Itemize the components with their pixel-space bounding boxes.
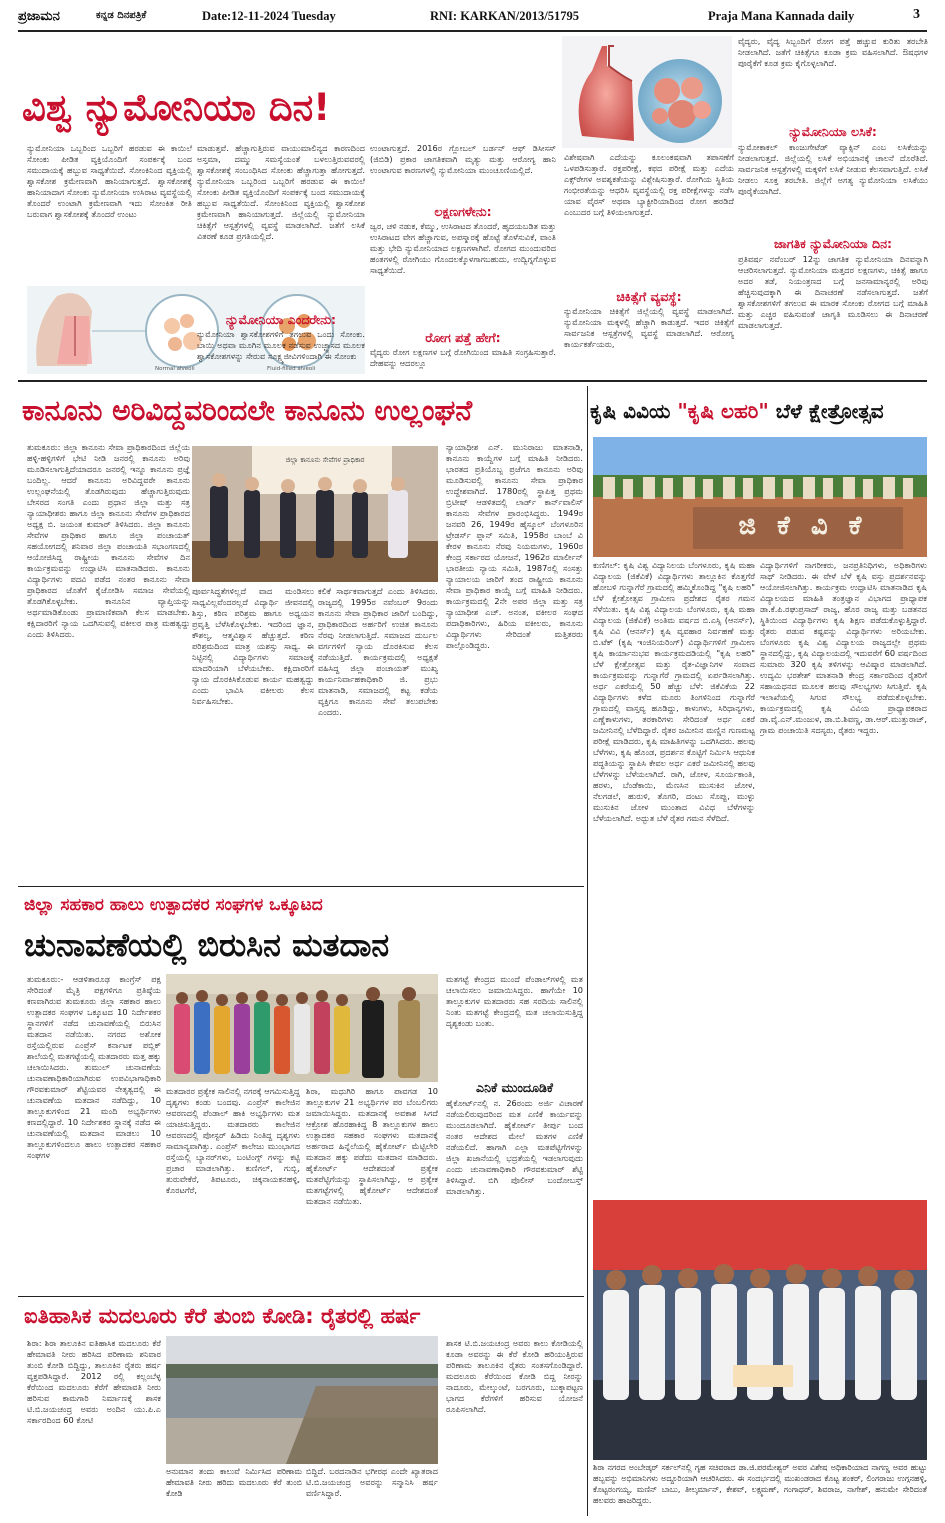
milk-col4b: ಹೈಕೋರ್ಟ್‌ನಲ್ಲಿ ನ. 26ರಂದು ಅರ್ಜಿ ವಿಚಾರಣೆ ನಡೆಯಲಿರುವುದರಿಂದ ಮತ ಎಣಿಕೆ ಕಾರ್ಯವನ್ನು ಮುಂದೂಡಲಾಗಿದೆ. ಹೈಕೋರ್ಟ್ ತೀರ್ಪು ಬಂದ ನಂತರ ಆದೇಶದ ಮೇಲೆ ಮತಗಳ ಎಣಿಕೆ ನಡೆಯಲಿದೆ. ಹಾಗಾಗಿ ಎಲ್ಲಾ ಮತಪೆಟ್ಟಿಗೆಗಳನ್ನು ಜಿಲ್ಲಾ ಖಜಾನೆಯಲ್ಲಿ ಭದ್ರತೆಯಲ್ಲಿ ಇಡಲಾಗುವುದು ಎಂದು ಚುನಾವಣಾಧಿಕಾರಿ ಗೌರವಕುಮಾರ್ ಶೆಟ್ಟಿ ತಿಳಿಸಿದ್ದಾರೆ. ಬಿಗಿ ಪೊಲೀಸ್ ಬಂದೋಬಸ್ತ್ ಮಾಡಲಾಗಿತ್ತು. xyxy=(446,1098,583,1196)
krishi-rangoli-text: ಜಿ ಕೆ ವಿ ಕೆ xyxy=(738,511,868,541)
law-event-photo xyxy=(192,446,438,582)
masthead-tagline: ಕನ್ನಡ ದಿನಪತ್ರಿಕೆ xyxy=(96,10,147,21)
krishi-headline-mid: "ಕೃಷಿ ಲಹರಿ" xyxy=(677,399,769,423)
pneumonia-subhead-detect: ರೋಗ ಪತ್ತೆ ಹೇಗೆ: xyxy=(425,330,501,345)
lake-photo xyxy=(166,1336,438,1464)
masthead-logo: ಪ್ರಜಾಮನ xyxy=(18,9,60,24)
law-photo-banner: ಜಿಲ್ಲಾ ಕಾನೂನು ಸೇವೆಗಳ ಪ್ರಾಧಿಕಾರ xyxy=(285,456,365,464)
pneumonia-col4a: ವಿಶೇಷವಾಗಿ ಎದೆಯನ್ನು ಕೂಲಂಕಷವಾಗಿ ತಪಾಸಣೆಗೆ ಒಳಪಡಿಸುತ್ತಾರೆ. ರಕ್ತಪರೀಕ್ಷೆ, ಕಫದ ಪರೀಕ್ಷೆ ಮತ್ತು ಎದೆಯ ಎಕ್ಸ್‌ರೇಗಳ ಅವಶ್ಯಕತೆಯನ್ನು ವಿಶ್ಲೇಷಿಸುತ್ತಾರೆ. ರೋಗಿಯ ಸ್ಥಿತಿಯ ಗಂಭೀರತೆಯನ್ನು ಆಧರಿಸಿ ವ್ಯವಸ್ಥೆಯಲ್ಲಿ ರಕ್ತ ಪರೀಕ್ಷೆಗಳನ್ನು ನಡೆಸಿ ಯಾವ ವೈರಸ್ ಅಥವಾ ಬ್ಯಾಕ್ಟೀರಿಯಾದಿಂದ ರೋಗ ಹರಡಿದೆ ಎಂಬುದರ ಬಗ್ಗೆ ತಿಳಿಯಲಾಗುತ್ತದೆ. xyxy=(564,152,734,217)
law-headline: ಕಾನೂನು ಅರಿವಿದ್ದವರಿಂದಲೇ ಕಾನೂನು ಉಲ್ಲಂಘನೆ xyxy=(22,394,473,427)
lake-col3: ಬಿದ್ದಿದೆ. ಬರದನಾಡಿನ ಭಗೀರಥ ಎಂದೇ ಖ್ಯಾತರಾದ ಟಿ.ಬಿ.ಜಯಚಂದ್ರ ಅವರನ್ನು ಸನ್ಮಾನಿಸಿ ಹರ್ಷ ವರ್ಣಿಸಿದ್ದಾರೆ. xyxy=(306,1466,438,1498)
section-rule-3 xyxy=(18,1296,584,1297)
masthead-paper-name: Praja Mana Kannada daily xyxy=(708,9,855,23)
lake-caption: ಅನುಮಾನ ತಂದು ಕಾಲುವೆ ನಿರ್ಮಿಸಿದ ಪರಿಣಾಮ ಹೇಮಾವತಿ ನೀರು ಹರಿದು ಮದಲೂರು ಕೆರೆ ತುಂಬಿ ಕೋಡಿ xyxy=(166,1467,302,1498)
pneumonia-col5b: ನ್ಯುಮೋಕಾಕಲ್ ಕಾಂಜುಗೇಟೆಡ್ ವ್ಯಾಕ್ಸಿನ್ ಎಂಬ ಲಸಿಕೆಯನ್ನು ನೀಡಲಾಗುತ್ತದೆ. ಜಿಲ್ಲೆಯಲ್ಲಿ ಲಸಿಕೆ ಅಭಿಯಾನಕ್ಕೆ ಚಾಲನೆ ದೊರೆತಿದೆ. ಸಾರ್ವಜನಿಕ ಆಸ್ಪತ್ರೆಗಳಲ್ಲಿ ಮಕ್ಕಳಿಗೆ ಲಸಿಕೆ ನೀಡುವ ಕೆಲಸವಾಗುತ್ತಿದೆ. ಲಸಿಕೆ ನೀಡಲು ಸೂಕ್ತ ತರಬೇತಿ. ಜಿಲ್ಲೆಗೆ ಅಗತ್ಯ ನ್ಯುಮೋನಿಯಾ ಲಸಿಕೆಯು ಪೂರೈಕೆಯಾಗಿದೆ. xyxy=(738,142,928,196)
pneumonia-subhead-global: ಜಾಗತಿಕ ನ್ಯುಮೋನಿಯಾ ದಿನ: xyxy=(773,236,893,251)
pneumonia-col5c: ಪ್ರತಿವರ್ಷ ನವೆಂಬರ್ 12ನ್ನು ಜಾಗತಿಕ ನ್ಯುಮೋನಿಯಾ ದಿನವನ್ನಾಗಿ ಆಚರಿಸಲಾಗುತ್ತದೆ. ನ್ಯುಮೋನಿಯಾ ಮತ್ತದರ ಲಕ್ಷಣಗಳು, ಚಿಕಿತ್ಸೆ ಹಾಗೂ ಅದರ ತಡೆ, ನಿಯಂತ್ರಣದ ಬಗ್ಗೆ ಜನಸಾಮಾನ್ಯರಲ್ಲಿ ಅರಿವು ಹೆಚ್ಚಿಸುವುದಕ್ಕಾಗಿ ಈ ದಿನಾಚರಣೆ ನಡೆಸಲಾಗುತ್ತದೆ. ಜತೆಗೆ ಶ್ವಾಸಕೋಶಗಳಿಗೆ ತಗಲುವ ಈ ಮಾರಕ ಸೋಂಕು ರೋಗದ ಬಗ್ಗೆ ಮಾಹಿತಿ ಮತ್ತು ಎಚ್ಚರ ವಹಿಸುವಂತೆ ಜಾಗೃತಿ ಮೂಡಿಸಲು ಈ ದಿನಾಚರಣೆ ಮಾಡಲಾಗುತ್ತದೆ. xyxy=(738,254,928,330)
pneumonia-subhead-what: ನ್ಯುಮೋನಿಯಾ ಎಂದರೇನು: xyxy=(225,312,337,327)
pneumonia-col4b: ನ್ಯುಮೋನಿಯಾ ಚಿಕಿತ್ಸೆಗೆ ಜಿಲ್ಲೆಯಲ್ಲಿ ವ್ಯವಸ್ಥೆ ಮಾಡಲಾಗಿದೆ. ನ್ಯುಮೋನಿಯಾ ಮಕ್ಕಳಲ್ಲಿ ಹೆಚ್ಚಾಗಿ ಕಾಡುತ್ತದೆ. ಇದರ ಚಿಕಿತ್ಸೆಗೆ ಸಾರ್ವಜನಿಕ ಆಸ್ಪತ್ರೆಗಳಲ್ಲಿ ವ್ಯವಸ್ಥೆ ಮಾಡಲಾಗಿದೆ. ಆರೋಗ್ಯ ಕಾರ್ಯಕರ್ತೆಯರು, xyxy=(564,306,734,349)
pneumonia-subhead-vaccine: ನ್ಯುಮೋನಿಯಾ ಲಸಿಕೆ: xyxy=(789,124,877,139)
law-vertical-rule xyxy=(587,386,588,1516)
law-col4: ನ್ಯಾಯಾಧೀಶ ಎನ್. ಮುನಿರಾಜು ಮಾತನಾಡಿ, ಕಾನೂನು ಕಾಯ್ದೆಗಳ ಬಗ್ಗೆ ಮಾಹಿತಿ ನೀಡಿದರು. ಭಾರತದ ಪ್ರತಿಯೊಬ್ಬ ಪ್ರಜೆಗೂ ಕಾನೂನು ಅರಿವು ಮೂಡಿಸುವಲ್ಲಿ ಕಾನೂನು ಸೇವಾ ಪ್ರಾಧಿಕಾರ ಉದ್ದೇಶವಾಗಿದೆ. 1780ರಲ್ಲಿ ಸ್ಥಾಪಿತ್ತ ಪ್ರಥಮ ಬ್ರಿಟೀಷ್ ಆಡಳಿತದಲ್ಲಿ ಲಾರ್ಡ್ ಕಾರ್ನ್‌ವಾಲಿಸ್ ಕಾನೂನು ಸೇವೆಗಳ ಪ್ರಾರಂಭಿಸಿದ್ದರು. 1949ರ ಜನವರಿ 26, 1949ರ ಹೈಸ್ಕೂಲ್ ಬೆಂಗಳೂರಿನ ಟ್ರೇಡರ್ಸ್ ಪ್ಲಾನ್ ಸಮಿತಿ, 1958ರ ಬಾಂಬೆ ವಿ ಕೇರಳ ಕಾನೂನು ನೆರವು ನಿಯಮಗಳು, 1960ರ ಕೇಂದ್ರ ಸರ್ಕಾರದ ಯೋಜನೆ, 1962ರ ಮಾರ್ಲೀನ್ ಭಾರತೀಯ ನ್ಯಾಯ ಸಮಿತಿ, 1987ರಲ್ಲಿ ಸಂಸತ್ತು ನ್ಯಾಯಾಲಯ ಜಾರಿಗೆ ತಂದ ರಾಷ್ಟ್ರೀಯ ಕಾನೂನು ಸೇವಾ ಪ್ರಾಧಿಕಾರ ಕಾಯ್ದೆ ಬಗ್ಗೆ ಮಾಹಿತಿ ನೀಡಿದರು. ಕಾರ್ಯಕ್ರಮದಲ್ಲಿ 2ನೇ ಅಪರ ಜಿಲ್ಲಾ ಮತ್ತು ಸತ್ರ ನ್ಯಾಯಾಧೀಶ ಎಚ್. ಅನಂತ, ವಕೀಲರ ಸಂಘದ ಪದಾಧಿಕಾರಿಗಳು, ಹಿರಿಯ ವಕೀಲರು, ಕಾನೂನು ವಿದ್ಯಾರ್ಥಿಗಳು ಸೇರಿದಂತೆ ಮತ್ತಿತರರು ಪಾಲ್ಗೊಂಡಿದ್ದರು. xyxy=(446,442,583,650)
milk-headline: ಚುನಾವಣೆಯಲ್ಲಿ ಬಿರುಸಿನ ಮತದಾನ xyxy=(24,926,390,964)
pneumonia-subhead-symptoms: ಲಕ್ಷಣಗಳೇನು: xyxy=(434,204,492,219)
birthday-event-photo xyxy=(593,1200,927,1460)
lake-col2: ಶಾಸಕ ಟಿ.ಬಿ.ಜಯಚಂದ್ರ ಅವರು ಕಾಲು ಕೋಡಿಯಲ್ಲಿ ಕೂಡಾ ಅವರನ್ನು ಈ ಕೆರೆ ಕೋಡಿ ಹರಿಯುತ್ತಿರುವ ಪರಿಣಾಮ ತಾಲೂಕಿನ ರೈತರು ಸಂತಸಗೊಂಡಿದ್ದಾರೆ. ಮದಲೂರು ಕೆರೆಯಿಂದ ಕೋಡಿ ಬಿದ್ದ ನೀರನ್ನು ನಾದೂರು, ಮೇಲ್ಕುಂಟೆ, ಬರಗೂರು, ಬುಕ್ಕಾಪಟ್ಟಣ ಭಾಗದ ಕೆರೆಗಳಿಗೆ ಹರಿಸುವ ಯೋಜನೆ ರೂಪಿಸಲಾಗಿದೆ. xyxy=(446,1338,583,1414)
masthead-date: Date:12-11-2024 Tuesday xyxy=(202,9,336,23)
milk-col1: ತುಮಕೂರು:- ಆಡಳಿತಾರೂಢ ಕಾಂಗ್ರೆಸ್ ಪಕ್ಷ ಸೇರಿದಂತೆ ಮೈತ್ರಿ ಪಕ್ಷಗಳಿಗೂ ಪ್ರತಿಷ್ಠೆಯ ಕಣವಾಗಿರುವ ತುಮಕೂರು ಜಿಲ್ಲಾ ಸಹಕಾರ ಹಾಲು ಉತ್ಪಾದಕರ ಸಂಘಗಳ ಒಕ್ಕೂಟದ 10 ನಿರ್ದೇಶಕರ ಸ್ಥಾನಗಳಿಗೆ ನಡೆದ ಚುನಾವಣೆಯಲ್ಲಿ ಬಿರುಸಿನ ಮತದಾನ ನಡೆಯಿತು. ನಗರದ ಅಶೋಕ ರಸ್ತೆಯಲ್ಲಿರುವ ಎಂಪ್ರೆಸ್ ಕರ್ನಾಟಕ ಪಬ್ಲಿಕ್ ಶಾಲೆಯಲ್ಲಿ ಮತಗಟ್ಟೆಯಲ್ಲಿ ಮತದಾರರು ಮತ್ತ ಹಕ್ಕು ಚಲಾಯಿಸಿದರು. ತುಮುಲ್ ಚುನಾವಣೆಯ ಚುನಾವಣಾಧಿಕಾರಿಯಾಗಿರುವ ಉಪವಿಭಾಗಾಧಿಕಾರಿ ಗೌರವಕುಮಾರ್ ಶೆಟ್ಟಿಯವರ ನೇತೃತ್ವದಲ್ಲಿ ಈ ಚುನಾವಣೆಯ ಮತದಾನ ನಡೆದಿದ್ದು, 10 ತಾಲ್ಲೂಕುಗಳಿಂದ 21 ಮಂದಿ ಅಭ್ಯರ್ಥಿಗಳು ಕಣದಲ್ಲಿದ್ದಾರೆ. 10 ನಿರ್ದೇಶಕರ ಸ್ಥಾನಕ್ಕೆ ನಡೆದ ಈ ಚುನಾವಣೆಯಲ್ಲಿ ಮತದಾನ ಮಾಡಲು 10 ತಾಲ್ಲೂಕುಗಳಿಂದಲೂ ಹಾಲು ಉತ್ಪಾದಕರ ಸಹಕಾರ ಸಂಘಗಳ xyxy=(27,974,161,1160)
law-col2: ಪೂರ್ವಸಿದ್ಧತೆಗಳಿಲ್ಲದೆ ವಾದ ಮಂಡಿಸಲು ಸಾಧ್ಯವಿಲ್ಲವೆಂದರಲ್ಲದೆ ವಿದ್ಯಾರ್ಥಿ ಜೀವನದಲ್ಲಿ ಶಿಸ್ತು, ಕಠಿಣ ಪರಿಶ್ರಮ ಹಾಗೂ ಅಧ್ಯಯನ ಪ್ರವೃತ್ತಿ ಬೆಳೆಸಿಕೊಳ್ಳಬೇಕು. ಇದರಿಂದ ಜ್ಞಾನ, ಕೌಶಲ್ಯ, ಆತ್ಮವಿಶ್ವಾಸ ಹೆಚ್ಚುತ್ತದೆ. ಕಠಿಣ ಪರಿಶ್ರಮದಿಂದ ಮಾತ್ರ ಯಶಸ್ಸು ಸಾಧ್ಯ. ಈ ನಿಟ್ಟಿನಲ್ಲಿ ವಿದ್ಯಾರ್ಥಿಗಳು ಸಮಾಜಕ್ಕೆ ಮಾದರಿಯಾಗಿ ಬೆಳೆಯಬೇಕು. ಕಕ್ಷಿದಾರರಿಗೆ ನ್ಯಾಯ ದೊರಕಿಸಿಕೊಡುವ ಕಾರ್ಯ ಮಹತ್ವದ್ದು ಎಂದು ಭಾವಿಸಿ ವಕೀಲರು ಕೆಲಸ ನಿರ್ವಹಿಸಬೇಕು. xyxy=(192,586,314,706)
krishi-col2: ವಿದ್ಯಾರ್ಥಿಗಳಿಗೆ ನಾಗರೀಕರು, ಜನಪ್ರತಿನಿಧಿಗಳು, ಅಧಿಕಾರಿಗಳು ಸಾಥ್ ನೀಡಿದರು. ಈ ವೇಳೆ ಬೆಳೆ ಕೃಷಿ ವಸ್ತು ಪ್ರದರ್ಶನವನ್ನು ಆಯೋಜಿಸಲಾಗಿತ್ತು. ಕಾರ್ಯಕ್ರಮ ಉದ್ಘಾಟಿಸಿ ಮಾತನಾಡಿದ ಕೃಷಿ ವಿದ್ಯಾಲಯದ ಮಾಹಿತಿ ತಂತ್ರಜ್ಞಾನ ವಿಭಾಗದ ಪ್ರಾಧ್ಯಾಪಕ ಡಾ.ಕೆ.ಪಿ.ರಘುಪ್ರಸಾದ್ ರಾಜ್ಯ, ಹೊರ ರಾಜ್ಯ ಮತ್ತು ಬಡತನದ ಸ್ಥಿತಿಯಿಂದ ವಿದ್ಯಾರ್ಥಿಗಳು ಕೃಷಿ ಶಿಕ್ಷಣ ಪಡೆದುಕೊಳ್ಳುತ್ತಿದ್ದಾರೆ. ರೈತರು ಪಡುವ ಕಷ್ಟವನ್ನು ವಿದ್ಯಾರ್ಥಿಗಳು ಅರಿಯಬೇಕು. ಬೆಂಗಳೂರು ಕೃಷಿ ವಿಶ್ವ ವಿದ್ಯಾಲಯ ರಾಜ್ಯದಲ್ಲೇ ಪ್ರಥಮ ಸ್ಥಾನದಲ್ಲಿದ್ದು, ಕೃಷಿ ವಿದ್ಯಾಲಯದಲ್ಲಿ ಇದುವರೆಗೆ 60 ವರ್ಷದಿಂದ ಸುಮಾರು 320 ಕೃಷಿ ತಳಿಗಳನ್ನು ಆವಿಷ್ಕಾರ ಮಾಡಲಾಗಿದೆ. ಉದ್ಯಮಿ ಭರತೇಶ್ ಮಾತನಾಡಿ ಕೇಂದ್ರ ಸರ್ಕಾರದಿಂದ ರೈತರಿಗೆ ಸಹಾಯಧನದ ಮೂಲಕ ಹಲವು ಸೌಲಭ್ಯಗಳು ಸಿಗುತ್ತಿವೆ. ಕೃಷಿ ಇಲಾಖೆಯಲ್ಲಿ ಸಿಗುವ ಸೌಲಭ್ಯ ಪಡೆದುಕೊಳ್ಳಬೇಕು. ಕಾರ್ಯಕ್ರಮದಲ್ಲಿ ಕೃಷಿ ವಿವಿಯ ಪ್ರಾಧ್ಯಾಪಕರಾದ ಡಾ.ವೈ.ಎನ್.ಮಂಜುಳ, ಡಾ.ಬಿ.ಶಿವಣ್ಣ, ಡಾ.ಆರ್.ಮುತ್ತುರಾಜ್, ಗ್ರಾಮ ಪಂಚಾಯಿತಿ ಸದಸ್ಯರು, ರೈತರು ಇದ್ದರು. xyxy=(760,560,927,735)
masthead-rni: RNI: KARKAN/2013/51795 xyxy=(430,9,579,23)
pneumonia-col3c: ವೈದ್ಯರು ರೋಗ ಲಕ್ಷಣಗಳ ಬಗ್ಗೆ ರೋಗಿಯಿಂದ ಮಾಹಿತಿ ಸಂಗ್ರಹಿಸುತ್ತಾರೆ. ದೇಹವನ್ನು ಆದರಲ್ಲೂ xyxy=(370,347,556,368)
pneumonia-col1: ನ್ಯುಮೋನಿಯಾ ಒಬ್ಬರಿಂದ ಒಬ್ಬರಿಗೆ ಹರಡುವ ಈ ಕಾಯಿಲೆ ಸೋಂಕು ಪೀಡಿತ ವ್ಯಕ್ತಿಯೊಂದಿಗೆ ಸಂಪರ್ಕಕ್ಕೆ ಬಂದ ಸಮುದಾಯಕ್ಕೆ ಹಬ್ಬುವ ಸಾಧ್ಯತೆಯಿದೆ. ಸೋಂಕಿನಿಂದ ವ್ಯಕ್ತಿಯಲ್ಲಿ ಶ್ವಾಸಕೋಶ ಕ್ರಮೇಣವಾಗಿ ಹಾನಿಯಾಗುತ್ತದೆ. ಶ್ವಾಸಕೋಶಕ್ಕೆ ಹಾನಿಯಾದಾಗ ಸೋಂಕು ನ್ಯುಮೋನಿಯಾ ಉಸಿರಾಟ ವ್ಯವಸ್ಥೆಯಲ್ಲಿ ತೊಂದರೆ ಉಂಟಾಗಿ ಕ್ರಮೇಣವಾಗಿ ಇದು ಸೋಂಕಿತ ರೀತಿ ಬರುವಾಗ ಶ್ವಾಸಕೋಶಕ್ಕೆ ತೊಂದರೆ ಉಂಟು xyxy=(27,143,192,219)
pneumonia-col2a: ಮಾಡುತ್ತವೆ. ಹೆಚ್ಚಾಗುತ್ತಿರುವ ವಾಯುಮಾಲಿನ್ಯದ ಕಾರಣದಿಂದ ಅಸ್ತಮಾ, ದಮ್ಮು ಸಮಸ್ಯೆಯಂತೆ ಬಳಲುತ್ತಿರುವವರಲ್ಲಿ ಶ್ವಾಸಕೋಶಕ್ಕೆ ಸಂಬಂಧಿಸಿದ ಸೋಂಕು ಹೆಚ್ಚಾಗುತ್ತಾ ಹೋಗುತ್ತದೆ. ನ್ಯುಮೋನಿಯಾ ಒಬ್ಬರಿಂದ ಒಬ್ಬರಿಗೆ ಹರಡುವ ಈ ಕಾಯಿಲೆ ಸೋಂಕು ಪೀಡಿತ ವ್ಯಕ್ತಿಯೊಂದಿಗೆ ಸಂಪರ್ಕಕ್ಕೆ ಬಂದ ಸಮುದಾಯಕ್ಕೆ ಹಬ್ಬುವ ಸಾಧ್ಯತೆಯಿದೆ. ಸೋಂಕಿನಿಂದ ವ್ಯಕ್ತಿಯಲ್ಲಿ ಶ್ವಾಸಕೋಶ ಕ್ರಮೇಣವಾಗಿ ಹಾನಿಯಾಗುತ್ತದೆ. ಜಿಲ್ಲೆಯಲ್ಲಿ ನ್ಯುಮೋನಿಯಾ ಚಿಕಿತ್ಸೆಗೆ ಆಸ್ಪತ್ರೆಗಳಲ್ಲಿ ವ್ಯವಸ್ಥೆ ಮಾಡಲಾಗಿದೆ. ಜತೆಗೆ ಲಸಿಕೆ ವಿತರಣೆ ಕೂಡ ಪ್ರಗತಿಯಲ್ಲಿದೆ. xyxy=(197,143,365,241)
masthead-rule xyxy=(18,30,927,32)
section-rule-1 xyxy=(18,380,927,382)
krishi-headline xyxy=(590,386,927,436)
illustration-label-fluid: Fluid-filled alveoli xyxy=(267,366,316,372)
krishi-col1: ಕುಣಿಗಲ್: ಕೃಷಿ ವಿಶ್ವ ವಿದ್ಯಾನಿಲಯ ಬೆಂಗಳೂರು, ಕೃಷಿ ಮಹಾ ವಿದ್ಯಾಲಯ (ಜಿಕೆವಿಕೆ) ವಿದ್ಯಾರ್ಥಿಗಳು ತಾಲ್ಲೂಕಿನ ಕೊತ್ತಗೆರೆ ಹೋಬಳಿ ಗುನ್ನಾಗೆರೆ ಗ್ರಾಮದಲ್ಲಿ ಹಮ್ಮಿಕೊಂಡಿದ್ದ "ಕೃಷಿ ಲಹರಿ" ಬೆಳೆ ಕ್ಷೇತ್ರೋತ್ಸವ ಗ್ರಾಮೀಣ ಪ್ರದೇಶದ ರೈತರ ಗಮನ ಸೆಳೆಯಿತು. ಕೃಷಿ ವಿಶ್ವ ವಿದ್ಯಾಲಯ ಬೆಂಗಳೂರು, ಕೃಷಿ ಮಹಾ ವಿದ್ಯಾಲಯ (ಜಿಕೆವಿಕೆ) ಅಂತಿಮ ವರ್ಷದ ಬಿ.ಎಸ್ಸಿ (ಆನರ್ಸ್), ಕೃಷಿ ವಿವಿ (ಆನರ್ಸ್) ಕೃಷಿ ವ್ಯವಹಾರ ನಿರ್ವಹಣೆ ಮತ್ತು ಬಿ.ಟೆಕ್ (ಕೃಷಿ ಇಂಜಿನಿಯರಿಂಗ್) ವಿದ್ಯಾರ್ಥಿಗಳಿಗೆ ಗ್ರಾಮೀಣ ಕೃಷಿ ಕಾರ್ಯಾನುಭವ ಕಾರ್ಯಕ್ರಮದಡಿಯಲ್ಲಿ "ಕೃಷಿ ಲಹರಿ" ಬೆಳೆ ಕ್ಷೇತ್ರೋತ್ಸವ ಮತ್ತು ರೈತ-ವಿಜ್ಞಾನಿಗಳ ಸಂವಾದ ಕಾರ್ಯಕ್ರಮವನ್ನು ಗುನ್ನಾಗೆರೆ ಗ್ರಾಮದಲ್ಲಿ ಏರ್ಪಡಿಸಲಾಗಿತ್ತು. ಅರ್ಧ ಎಕರೆಯಲ್ಲಿ 50 ಹೆಚ್ಚು ಬೆಳೆ: ಜಿಕೆವಿಕೆಯ 22 ವಿದ್ಯಾರ್ಥಿಗಳು ಕಳೆದ ಮೂರು ತಿಂಗಳಿನಿಂದ ಗುನ್ನಾಗೆರೆ ಗ್ರಾಮದಲ್ಲಿ ವಾಸ್ತವ್ಯ ಹೂಡಿದ್ದು, ಕಾಳುಗಳು, ಸಿರಿಧಾನ್ಯಗಳು, ಎಣ್ಣೆಕಾಳುಗಳು, ತರಕಾರಿಗಳು ಸೇರಿದಂತೆ ಅರ್ಧ ಎಕರೆ ಜಮೀನಿನಲ್ಲಿ ಬೆಳೆದಿದ್ದಾರೆ. ರೈತರ ಜಮೀನಿನ ಮಣ್ಣಿನ ಗುಣಮಟ್ಟ ಪರೀಕ್ಷೆ ಮಾಡಿದರು, ಕೃಷಿ ಮಾಹಿತಿಗಳನ್ನು ಒದಗಿಸಿದರು. ಹಲವು ಬೆಳೆಗಳು, ಕೃಷಿ ಹೊಂಡ, ಪ್ರದರ್ಶನ ಕೊಟ್ಟಿಗೆ ನಿರ್ಮಿಸಿ ಆಧುನಿಕ ಪದ್ಧತಿಯನ್ನು ಸ್ಥಾಪಿಸಿ ಕೇವಲ ಅರ್ಧ ಎಕರೆ ಜಮೀನಿನಲ್ಲಿ ಹಲವು ಬೆಳೆಗಳನ್ನು ಬೆಳೆಯಲಾಗಿದೆ. ರಾಗಿ, ಜೋಳ, ಸೂರ್ಯಕಾಂತಿ, ಹರಳು, ಬೆಂಡೆಕಾಯಿ, ಮೆಣಸಿನ ಮುಸುಕಿನ ಜೋಳ, ನೆಲಗಡಲೆ, ಹುರುಳಿ, ತೊಗರಿ, ದಂಟು ಸೊಪ್ಪು, ಮುಳ್ಳು ಮುಸುಕಿನ ಜೋಳ ಮುಂತಾದ ವಿವಿಧ ಬೆಳೆಗಳನ್ನು ಬೆಳೆಯಲಾಗಿದೆ. ಅದ್ಭುತ ಬೆಳೆ ರೈತರ ಗಮನ ಸೆಳೆದಿದೆ. xyxy=(593,560,755,823)
milk-col2: ಮತದಾರರ ಪ್ರತ್ಯೇಕ ಸಾಲಿನಲ್ಲಿ ನಗರಕ್ಕೆ ಆಗಮಿಸುತ್ತಿದ್ದ ದೃಶ್ಯಗಳು ಕಂಡು ಬಂದವು. ಎಂಪ್ರೆಸ್ ಕಾಲೇಜಿನ ಆವರಣದಲ್ಲಿ ಪೆಂಡಾಲ್ ಹಾಕಿ ಅಭ್ಯರ್ಥಿಗಳು ಮತ ಯಾಚಿಸುತ್ತಿದ್ದರು. ಮತದಾರರು ಕಾಲೇಜಿನ ಆವರಣದಲ್ಲಿ ಪೋಸ್ಟರ್ ಹಿಡಿದು ನಿಂತಿದ್ದ ದೃಶ್ಯಗಳು ಸಾಮಾನ್ಯವಾಗಿತ್ತು. ಎಂಪ್ರೆಸ್ ಕಾಲೇಜು ಮುಂಭಾಗದ ರಸ್ತೆಯಲ್ಲಿ ಬ್ಯಾನರ್‌ಗಳು, ಬಂಟಿಂಗ್ಸ್ ಗಳನ್ನು ಕಟ್ಟಿ ಪ್ರಚಾರ ಮಾಡಲಾಗಿತ್ತು. ಕುಣಿಗಲ್, ಗುಬ್ಬಿ, ತುರುವೇಕೆರೆ, ತಿಪಟೂರು, ಚಿಕ್ಕನಾಯಕನಹಳ್ಳಿ, ಕೊರಟಗೆರೆ, xyxy=(166,1086,300,1195)
krishi-headline-pre: ಕೃಷಿ ವಿವಿಯ xyxy=(590,399,678,423)
law-col1: ತುಮಕೂರು: ಜಿಲ್ಲಾ ಕಾನೂನು ಸೇವಾ ಪ್ರಾಧಿಕಾರದಿಂದ ಜಿಲ್ಲೆಯ ಹಳ್ಳಿ-ಹಳ್ಳಿಗಳಿಗೆ ಭೇಟಿ ನೀಡಿ ಜನರಲ್ಲಿ ಕಾನೂನು ಅರಿವು ಮೂಡಿಸಲಾಗುತ್ತಿದೆಯಾದರೂ ಜನರಲ್ಲಿ ಇನ್ನೂ ಕಾನೂನು ಪ್ರಜ್ಞೆ ಬಂದಿಲ್ಲ. ಆದರೆ ಕಾನೂನು ಅರಿವಿದ್ದವರೇ ಕಾನೂನು ಉಲ್ಲಂಘನೆಯಲ್ಲಿ ತೊಡಗಿರುವುದು ಹೆಚ್ಚಾಗುತ್ತಿರುವುದು ಬೇಸರದ ಸಂಗತಿ ಎಂದು ಪ್ರಧಾನ ಜಿಲ್ಲಾ ಮತ್ತು ಸತ್ರ ನ್ಯಾಯಾಧೀಶರು ಹಾಗೂ ಜಿಲ್ಲಾ ಕಾನೂನು ಸೇವೆಗಳ ಪ್ರಾಧಿಕಾರದ ಅಧ್ಯಕ್ಷ ಬಿ. ಜಯಂತ ಕುಮಾರ್ ತಿಳಿಸಿದರು. ಜಿಲ್ಲಾ ಕಾನೂನು ಸೇವೆಗಳ ಪ್ರಾಧಿಕಾರ ಹಾಗೂ ಜಿಲ್ಲಾ ಪಂಚಾಯತ್ ಸಹಯೋಗದಲ್ಲಿ ಶನಿವಾರ ಜಿಲ್ಲಾ ಪಂಚಾಯತಿ ಸಭಾಂಗಣದಲ್ಲಿ ಆಯೋಜಿಸಿದ್ದ ರಾಷ್ಟ್ರೀಯ ಕಾನೂನು ಸೇವೆಗಳ ದಿನ ಕಾರ್ಯಕ್ರಮವನ್ನು ಉದ್ಘಾಟಿಸಿ ಮಾತನಾಡಿದರು. ಕಾನೂನು ವಿದ್ಯಾರ್ಥಿಗಳು ಪದವಿ ಪಡೆದ ನಂತರ ಕಾನೂನು ಸೇವಾ ಪ್ರಾಧಿಕಾರದ ಜೊತೆಗೆ ಕೈಜೋಡಿಸಿ ಸಮಾಜ ಸೇವೆಯಲ್ಲಿ ತೊಡಗಿಕೊಳ್ಳಬೇಕು. ಕಾನೂನಿನ ವ್ಯಾಪ್ತಿಯನ್ನು ಅರ್ಥಮಾಡಿಕೊಂಡು ಪ್ರಾಮಾಣಿಕವಾಗಿ ಕೆಲಸ ಮಾಡಬೇಕು. ಕಕ್ಷಿದಾರರಿಗೆ ನ್ಯಾಯ ಒದಗಿಸುವಲ್ಲಿ ವಕೀಲರ ಪಾತ್ರ ಮಹತ್ವದ್ದು ಎಂದು ತಿಳಿಸಿದರು. xyxy=(27,442,190,639)
lungs-illustration xyxy=(562,36,732,148)
krishi-event-photo xyxy=(593,437,927,557)
illustration-label-normal: Normal alveoli xyxy=(155,366,195,372)
pneumonia-col3a: ಉಂಟಾಗುತ್ತದೆ. 2016ರ ಗ್ಲೋಬಲ್ ಬರ್ಡನ್ ಆಫ್ ಡಿಸೀಸಸ್ (ಜಿಬಿಡಿ) ಪ್ರಕಾರ ಜಾಗತಿಕವಾಗಿ ಮೃತ್ಯು ಮತ್ತು ಆರೋಗ್ಯ ಹಾನಿ ಉಂಟಾಗುವ ಕಾರಣಗಳಲ್ಲಿ ನ್ಯುಮೋನಿಯಾ ಮುಂಚೂಣಿಯಲ್ಲಿದೆ. xyxy=(370,143,556,175)
page-number: 3 xyxy=(913,7,920,22)
milk-subhead-count: ಎನಿಕೆ ಮುಂದೂಡಿಕೆ xyxy=(476,1080,553,1095)
pneumonia-col5a: ವೈದ್ಯರು, ವೈದ್ಯ ಸಿಬ್ಬಂದಿಗೆ ರೋಗ ಪತ್ತೆ ಹಚ್ಚುವ ಕುರಿತು ತರಬೇತಿ ನೀಡಲಾಗಿದೆ. ಜತೆಗೆ ಚಿಕಿತ್ಸೆಗೂ ಕೂಡಾ ಕ್ರಮ ವಹಿಸಲಾಗಿದೆ. ಔಷಧಗಳ ಪೂರೈಕೆಗೆ ಕೂಡ ಕ್ರಮ ಕೈಗೊಳ್ಳಲಾಗಿದೆ. xyxy=(738,36,928,68)
milk-kicker: ಜಿಲ್ಲಾ ಸಹಕಾರ ಹಾಲು ಉತ್ಪಾದಕರ ಸಂಘಗಳ ಒಕ್ಕೂಟದ xyxy=(24,895,323,915)
birthday-caption: ಶಿರಾ ನಗರದ ಅಂಬೇಡ್ಕರ್ ಸರ್ಕಲ್‌ನಲ್ಲಿ ಗೃಹ ಸಚಿವರಾದ ಡಾ.ಜಿ.ಪರಮೇಶ್ವರ್ ಅವರ ವಿಶೇಷ ಅಧಿಕಾರಿಯಾದ ನಾಗಣ್ಣ ಅವರ ಹುಟ್ಟು ಹಬ್ಬವನ್ನು ಅಭಿಮಾನಿಗಳು ಅದ್ದೂರಿಯಾಗಿ ಆಚರಿಸಿದರು. ಈ ಸಂದರ್ಭದಲ್ಲಿ ಮುಖಂಡರಾದ ಕೊಟ್ಟ ಶಂಕರ್, ಲಿಂಗರಾಜು ಉಗ್ಗನಹಳ್ಳಿ, ಕೊಟ್ಟರಂಗಯ್ಯ, ಮಣಿನ್ ಬಾಬು, ತೀಲ್ಕರ್ಮಾನ್, ಕೇಶವ್, ಲಕ್ಷ್ಮಮಣ್, ಗಂಗಾಧರ್, ಶಿವರಾಜ, ನಾಗೇಶ್, ಹನುಮೇ ಸೇರಿದಂತೆ ಹಲವರು ಹಾಜರಿದ್ದರು. xyxy=(593,1463,927,1505)
pneumonia-col2b: ನ್ಯುಮೋನಿಯಾ ಶ್ವಾಸಕೋಶಗಳಿಗೆ ತಗಲುವ ಒಂದು ಸೋಂಕು. ಬಾಯಿ ಅಥವಾ ಮೂಗಿನ ಮೂಲಕ ನಡೆಸುವ ಉಚ್ಛ್ವಾಸದ ಮೂಲಕ ಶ್ವಾಸಕೋಶಗಳನ್ನು ಸೇರುವ ಸೂಕ್ಷ್ಮಜೀವಿಗಳಿಂದಾಗಿ ಈ ಸೋಂಕು xyxy=(197,329,365,361)
lake-headline: ಐತಿಹಾಸಿಕ ಮದಲೂರು ಕೆರೆ ತುಂಬಿ ಕೋಡಿ: ರೈತರಲ್ಲಿ ಹರ್ಷ xyxy=(24,1304,421,1328)
pneumonia-col3b: ಜ್ವರ, ಚಳಿ ನಡುಕ, ಕೆಮ್ಮು, ಉಸಿರಾಟದ ತೊಂದರೆ, ಹೃದಯಬಡಿತ ಮತ್ತು ಉಸಿರಾಟದ ವೇಗ ಹೆಚ್ಚಾಗುವ, ಅಪಸ್ಮಾರಕ್ಕೆ ಹೊಟ್ಟೆ ತೊಳೆಸುವಿಕೆ, ವಾಂತಿ ಮತ್ತು ಭೇದಿ ನ್ಯುಮೋನಿಯಾದ ಲಕ್ಷಣಗಳಾಗಿವೆ. ರೋಗದ ಮುಂದುವರಿದ ಹಂತಗಳಲ್ಲಿ ರೋಗಿಯು ಗೊಂದಲಕ್ಕೊಳಗಾಗಬಹುದು, ಉದ್ವಿಗ್ನಗೊಳ್ಳುವ ಸಾಧ್ಯತೆಯಿದೆ. xyxy=(370,221,556,275)
milk-col4a: ಮತಗಟ್ಟೆ ಕೇಂದ್ರದ ಮುಂದೆ ಪೆಂಡಾಲ್‌ಗಳಲ್ಲಿ ಮತ ಚಲಾಯಿಸಲು ಜಮಾಯಿಸಿದ್ದರು. ಹಾಗೆಯೇ 10 ತಾಲ್ಲೂಕುಗಳ ಮತದಾರರು ಸಹ ಸರದಿಯ ಸಾಲಿನಲ್ಲಿ ನಿಂತು ಮತಗಟ್ಟೆ ಕೇಂದ್ರದಲ್ಲಿ ಮತ ಚಲಾಯಿಸುತ್ತಿದ್ದ ದೃಶ್ಯಕಂಡು ಬಂತು. xyxy=(446,974,583,1028)
law-col3: ಕಲಿಕೆ ಸಾರ್ಥಕವಾಗುತ್ತದೆ ಎಂದು ತಿಳಿಸಿದರು. ರಾಜ್ಯದಲ್ಲಿ 1995ರ ನವೆಂಬರ್ 9ರಂದು ಕಾನೂನು ಸೇವಾ ಪ್ರಾಧಿಕಾರ ಜಾರಿಗೆ ಬಂದಿದ್ದು, ಪ್ರಾಧಿಕಾರದಿಂದ ಅರ್ಹರಿಗೆ ಉಚಿತ ಕಾನೂನು ನೆರವು ನೀಡಲಾಗುತ್ತಿದೆ. ಸಮಾಜದ ದುರ್ಬಲ ವರ್ಗಗಳಿಗೆ ನ್ಯಾಯ ದೊರಕಿಸುವ ಕೆಲಸ ನಡೆಯುತ್ತಿದೆ. ಕಾರ್ಯಕ್ರಮದಲ್ಲಿ ಅಧ್ಯಕ್ಷತೆ ವಹಿಸಿದ್ದ ಜಿಲ್ಲಾ ಪಂಚಾಯತ್ ಮುಖ್ಯ ಕಾರ್ಯನಿರ್ವಾಹಕಾಧಿಕಾರಿ ಜಿ. ಪ್ರಭು ಮಾತನಾಡಿ, ಸಮಾಜದಲ್ಲಿ ಕಟ್ಟ ಕಡೆಯ ವ್ಯಕ್ತಿಗೂ ಕಾನೂನು ಸೇವೆ ತಲುಪಬೇಕು ಎಂದರು. xyxy=(318,586,438,717)
krishi-headline-post: ಬೆಳೆ ಕ್ಷೇತ್ರೋತ್ಸವ xyxy=(768,399,884,423)
pneumonia-headline: ವಿಶ್ವ ನ್ಯುಮೋನಿಯಾ ದಿನ! xyxy=(22,86,331,129)
milk-col3: ಶಿರಾ, ಮಧುಗಿರಿ ಹಾಗೂ ಪಾವಗಡ 10 ತಾಲ್ಲೂಕುಗಳ 21 ಅಭ್ಯರ್ಥಿಗಳ ಪರ ಬೆಂಬಲಿಗರು ಜಮಾಯಿಸಿದ್ದರು. ಮತದಾನಕ್ಕೆ ಅವಕಾಶ ಸಿಗದೆ ಆಕ್ರೋಶ ಹೊರಹಾಕಿದ್ದ 8 ತಾಲ್ಲೂಕುಗಳ ಹಾಲು ಉತ್ಪಾದಕರ ಸಹಕಾರ ಸಂಘಗಳು ಮತದಾನಕ್ಕೆ ಅರ್ಹರಾದ ಹಿನ್ನೆಲೆಯಲ್ಲಿ ಹೈಕೋರ್ಟ್ ಮೆಟ್ಟಿಲೇರಿ ಮತದಾನ ಹಕ್ಕು ಪಡೆದು ಮತದಾನ ಮಾಡಿದರು. ಹೈಕೋರ್ಟ್ ಆದೇಶದಂತೆ ಪ್ರತ್ಯೇಕ ಮತಪೆಟ್ಟಿಗೆಯನ್ನು ಸ್ಥಾಪಿಸಲಾಗಿದ್ದು, ಆ ಪ್ರತ್ಯೇಕ ಮತಗಟ್ಟೆಗಳಲ್ಲಿ ಹೈಕೋರ್ಟ್ ಆದೇಶದಂತೆ ಮತದಾನ ನಡೆಯಿತು. xyxy=(306,1086,438,1206)
section-rule-2 xyxy=(18,886,584,887)
lake-col1: ಶಿರಾ: ಶಿರಾ ತಾಲೂಕಿನ ಐತಿಹಾಸಿಕ ಮದಲೂರು ಕೆರೆ ಹೇಮಾವತಿ ನೀರು ಹರಿಸಿದ ಪರಿಣಾಮ ಶನಿವಾರ ತುಂಬಿ ಕೋಡಿ ಬಿದ್ದಿದ್ದು, ತಾಲೂಕಿನ ರೈತರು ಹರ್ಷ ವ್ಯಕ್ತಪಡಿಸಿದ್ದಾರೆ. 2012 ರಲ್ಲಿ ಕಲ್ಲಂಬೆಳ್ಳ ಕೆರೆಯಿಂದ ಮದಲೂರು ಕೆರೆಗೆ ಹೇಮಾವತಿ ನೀರು ಹರಿಸುವ ಕಾಮಗಾರಿ ನಿರ್ಮಾಣಕ್ಕೆ ಶಾಸಕ ಟಿ.ಬಿ.ಜಯಚಂದ್ರ ಅವರು ಅಂದಿನ ಯು.ಪಿ.ಎ ಸರ್ಕಾರದಿಂದ 60 ಕೋಟಿ xyxy=(27,1338,161,1425)
pneumonia-subhead-treatment: ಚಿಕಿತ್ಸೆಗೆ ವ್ಯವಸ್ಥೆ: xyxy=(616,289,682,304)
masthead xyxy=(18,4,927,32)
milk-voting-photo xyxy=(166,974,438,1082)
